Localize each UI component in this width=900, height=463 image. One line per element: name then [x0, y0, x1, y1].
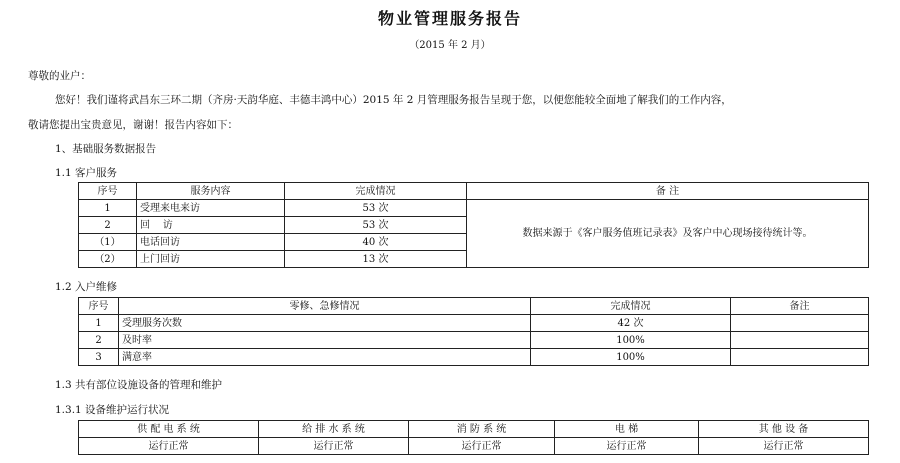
table-row	[79, 332, 869, 349]
intro-line-2: 敬请您提出宝贵意见，谢谢！报告内容如下：	[28, 119, 238, 131]
completion-result: 13 次	[285, 251, 467, 268]
header-cell: 备注	[731, 298, 869, 315]
header-cell: 备 注	[467, 183, 869, 200]
row-number: 1	[79, 315, 119, 332]
table-row	[79, 200, 869, 217]
remark-cell	[731, 332, 869, 349]
table-row	[79, 438, 869, 455]
table-row	[79, 349, 869, 366]
header-cell: 完成情况	[285, 183, 467, 200]
header-cell: 供 配 电 系 统	[79, 421, 259, 438]
completion-result: 100%	[531, 349, 731, 366]
service-content: 上门回访	[137, 251, 285, 268]
service-content: 受理来电来访	[137, 200, 285, 217]
repair-table	[78, 297, 869, 366]
repair-content: 及时率	[119, 332, 531, 349]
header-cell: 其 他 设 备	[699, 421, 869, 438]
facilities-heading: 1.3 共有部位设施设备的管理和维护	[55, 379, 223, 391]
header-cell: 消 防 系 统	[409, 421, 555, 438]
service-content: 电话回访	[137, 234, 285, 251]
customer-service-heading: 1.1 客户服务	[55, 167, 118, 179]
customer-service-note: 数据来源于《客户服务值班记录表》及客户中心现场接待统计等。	[467, 200, 869, 268]
row-number: 3	[79, 349, 119, 366]
equipment-heading: 1.3.1 设备维护运行状况	[55, 404, 170, 416]
table-header-row	[79, 298, 869, 315]
table-header-row	[79, 183, 869, 200]
header-cell: 序号	[79, 183, 137, 200]
repair-content: 受理服务次数	[119, 315, 531, 332]
row-number: 1	[79, 200, 137, 217]
repair-content: 满意率	[119, 349, 531, 366]
report-period: （2015 年 2 月）	[409, 40, 491, 51]
completion-result: 53 次	[285, 217, 467, 234]
status-cell: 运行正常	[79, 438, 259, 455]
status-cell: 运行正常	[699, 438, 869, 455]
header-cell: 序号	[79, 298, 119, 315]
row-number: 2	[79, 332, 119, 349]
equipment-table	[78, 420, 869, 455]
salutation: 尊敬的业户：	[28, 70, 91, 82]
row-number: （2）	[79, 251, 137, 268]
completion-result: 53 次	[285, 200, 467, 217]
row-number: （1）	[79, 234, 137, 251]
header-cell: 服务内容	[137, 183, 285, 200]
customer-service-table	[78, 182, 869, 268]
intro-line-1: 您好！我们谨将武昌东三环二期（齐房·天韵华庭、丰德丰鸿中心）2015 年 2 月管理服务报告呈现于您，以便您能较全面地了解我们的工作内容，	[55, 94, 732, 106]
header-cell: 给 排 水 系 统	[259, 421, 409, 438]
table-row	[79, 315, 869, 332]
status-cell: 运行正常	[409, 438, 555, 455]
header-cell: 电 梯	[555, 421, 699, 438]
remark-cell	[731, 315, 869, 332]
completion-result: 42 次	[531, 315, 731, 332]
remark-cell	[731, 349, 869, 366]
status-cell: 运行正常	[259, 438, 409, 455]
status-cell: 运行正常	[555, 438, 699, 455]
row-number: 2	[79, 217, 137, 234]
table-header-row	[79, 421, 869, 438]
report-title: 物业管理服务报告	[377, 9, 522, 28]
header-cell: 完成情况	[531, 298, 731, 315]
completion-result: 40 次	[285, 234, 467, 251]
repair-heading: 1.2 入户维修	[55, 281, 118, 293]
service-content: 回 访	[137, 217, 285, 234]
header-cell: 零修、急修情况	[119, 298, 531, 315]
completion-result: 100%	[531, 332, 731, 349]
section-1-heading: 1、基础服务数据报告	[55, 143, 157, 155]
